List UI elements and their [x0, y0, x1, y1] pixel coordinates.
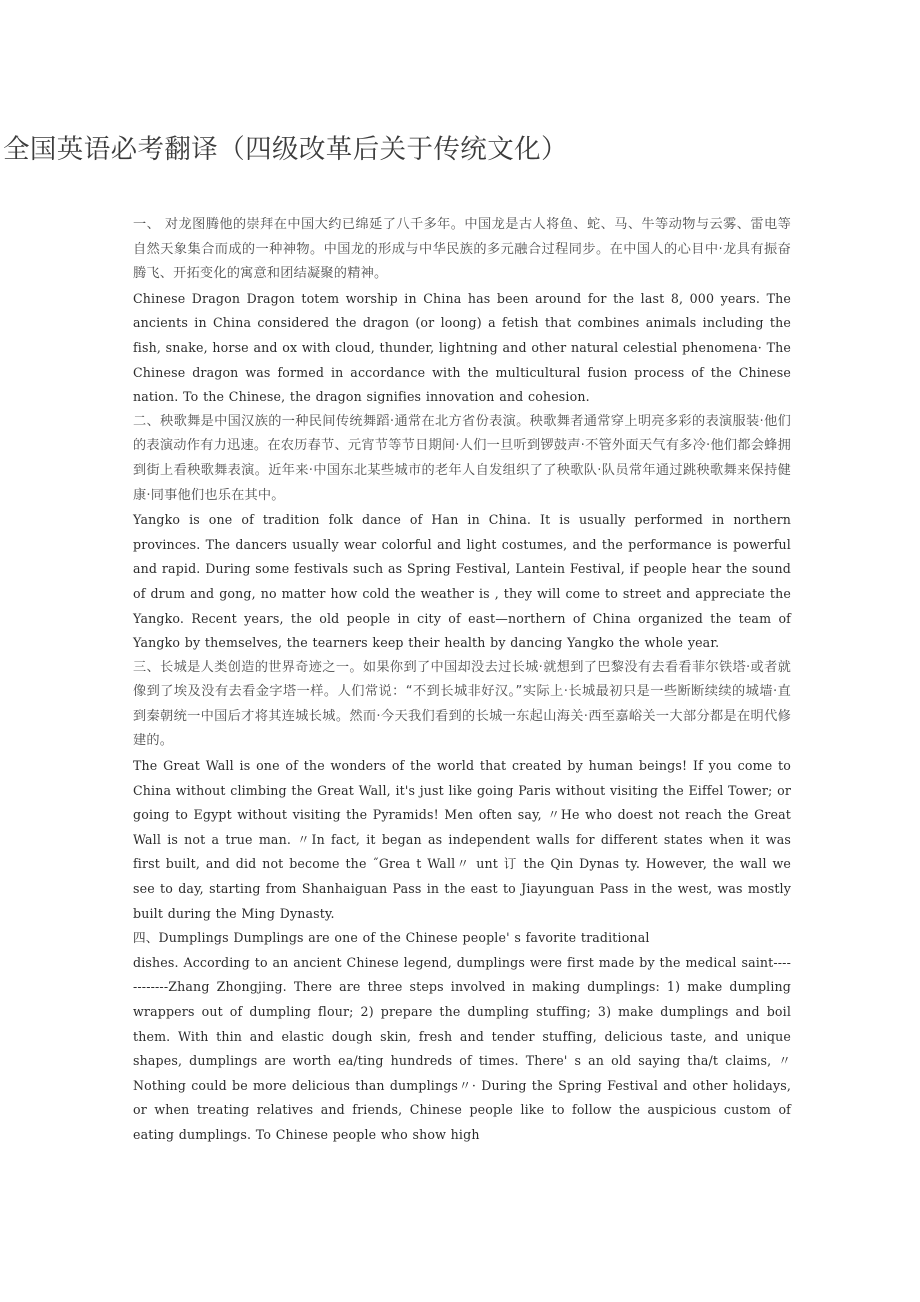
section-great-wall-chinese: 三、长城是人类创造的世界奇迹之一。如果你到了中国却没去过长城·就想到了巴黎没有去看看菲尔铁塔·或者就像到了埃及没有去看金字塔一样。人们常说：“不到长城非好汉。”实际上·长城最初只是一些断断续续的城墙·直到秦朝统一中国后才将其连城长城。然而·今天我们看到的长城一东起山海关·西至嘉峪关一大部分都是在明代修建的。 — [133, 659, 791, 749]
section-dumplings-english-line1: Dumplings Dumplings are one of the Chinese people' s favorite traditional — [158, 930, 650, 946]
section-yangko-english: Yangko is one of tradition folk dance of Han in China. It is usually performed in northern provinces. The dancers usually wear colorful and light costumes, and the performance is powerful and rapid. During some festivals such as Spring Festival, Lantein Festival, if people hear the sound of drum and gong, no matter how cold the weather is , they will come to street and appreciate the Yangko. Recent years, the old people in city of east—northern of China organized the team of Yangko by themselves, the tearners keep their health by dancing Yangko the whole year. — [133, 512, 791, 651]
great-wall-inline-cjk-glyph: 订 — [503, 856, 518, 872]
section-dragon-english: Chinese Dragon Dragon totem worship in China has been around for the last 8, 000 years. The ancients in China considered the dragon (or loong) a fetish that combines animals including the fish, snake, horse and ox with cloud, thunder, lightning and other natural celestial phenomena· The Chinese dragon was formed in accordance with the multicultural fusion process of the Chinese nation. To the Chinese, the dragon signifies innovation and cohesion. — [133, 290, 791, 405]
section-dragon-chinese: 一、 对龙图腾他的崇拜在中国大约已绵延了八千多年。中国龙是古人将鱼、蛇、马、牛等动物与云雾、雷电等自然天象集合而成的一种神物。中国龙的形成与中华民族的多元融合过程同步。在中国人的心目中·龙具有振奋腾飞、开拓变化的寓意和团结凝聚的精神。 — [133, 217, 791, 282]
great-wall-english-part2: the Qin Dynas ty. However, the wall we see to day, starting from Shanhaiguan Pass in the east to Jiayunguan Pass in the west, was mostly built during the Ming Dynasty. — [133, 856, 792, 921]
page-title: 全国英语必考翻译（四级改革后关于传统文化） — [3, 134, 568, 165]
text-column — [133, 213, 791, 1148]
section-great-wall-english — [133, 754, 791, 926]
section-dumplings-heading-line — [133, 926, 791, 951]
section-yangko-chinese: 二、秧歌舞是中国汉族的一种民间传统舞蹈·通常在北方省份表演。秧歌舞者通常穿上明亮多彩的表演服装·他们的表演动作有力迅速。在农历春节、元宵节等节日期间·人们一旦听到锣鼓声·不管外面天气有多冷·他们都会蜂拥到街上看秧歌舞表演。近年来·中国东北某些城市的老年人自发组织了了秧歌队·队员常年通过跳秧歌舞来保持健康·同事他们也乐在其中。 — [133, 413, 791, 503]
section-dumplings-english-body: dishes. According to an ancient Chinese legend, dumplings were first made by the medical saint------------Zhang Zhongjing. There are three steps involved in making dumplings: 1) make dumpling wrappers out of dumpling flour; 2) prepare the dumpling stuffing; 3) make dumplings and boil them. With thin and elastic dough skin, fresh and tender stuffing, delicious taste, and unique shapes, dumplings are worth ea/ting hundreds of times. There' s an old saying tha/t claims, 〃Nothing could be more delicious than dumplings〃· During the Spring Festival and other holidays, or when treating relatives and friends, Chinese people like to follow the auspicious custom of eating dumplings. To Chinese people who show high — [133, 954, 791, 1142]
great-wall-english-part1: The Great Wall is one of the wonders of the world that created by human beings! If you come to China without climbing the Great Wall, it's just like going Paris without visiting the Eiffel Tower; or going to Egypt without visiting the Pyramids! Men often say, 〃He who doest not reach the Great Wall is not a true man. 〃In fact, it began as independent walls for different states when it was first built, and did not become the ˝Grea t Wall〃 unt — [133, 758, 791, 872]
section-dumplings-number: 四、 — [133, 930, 159, 946]
